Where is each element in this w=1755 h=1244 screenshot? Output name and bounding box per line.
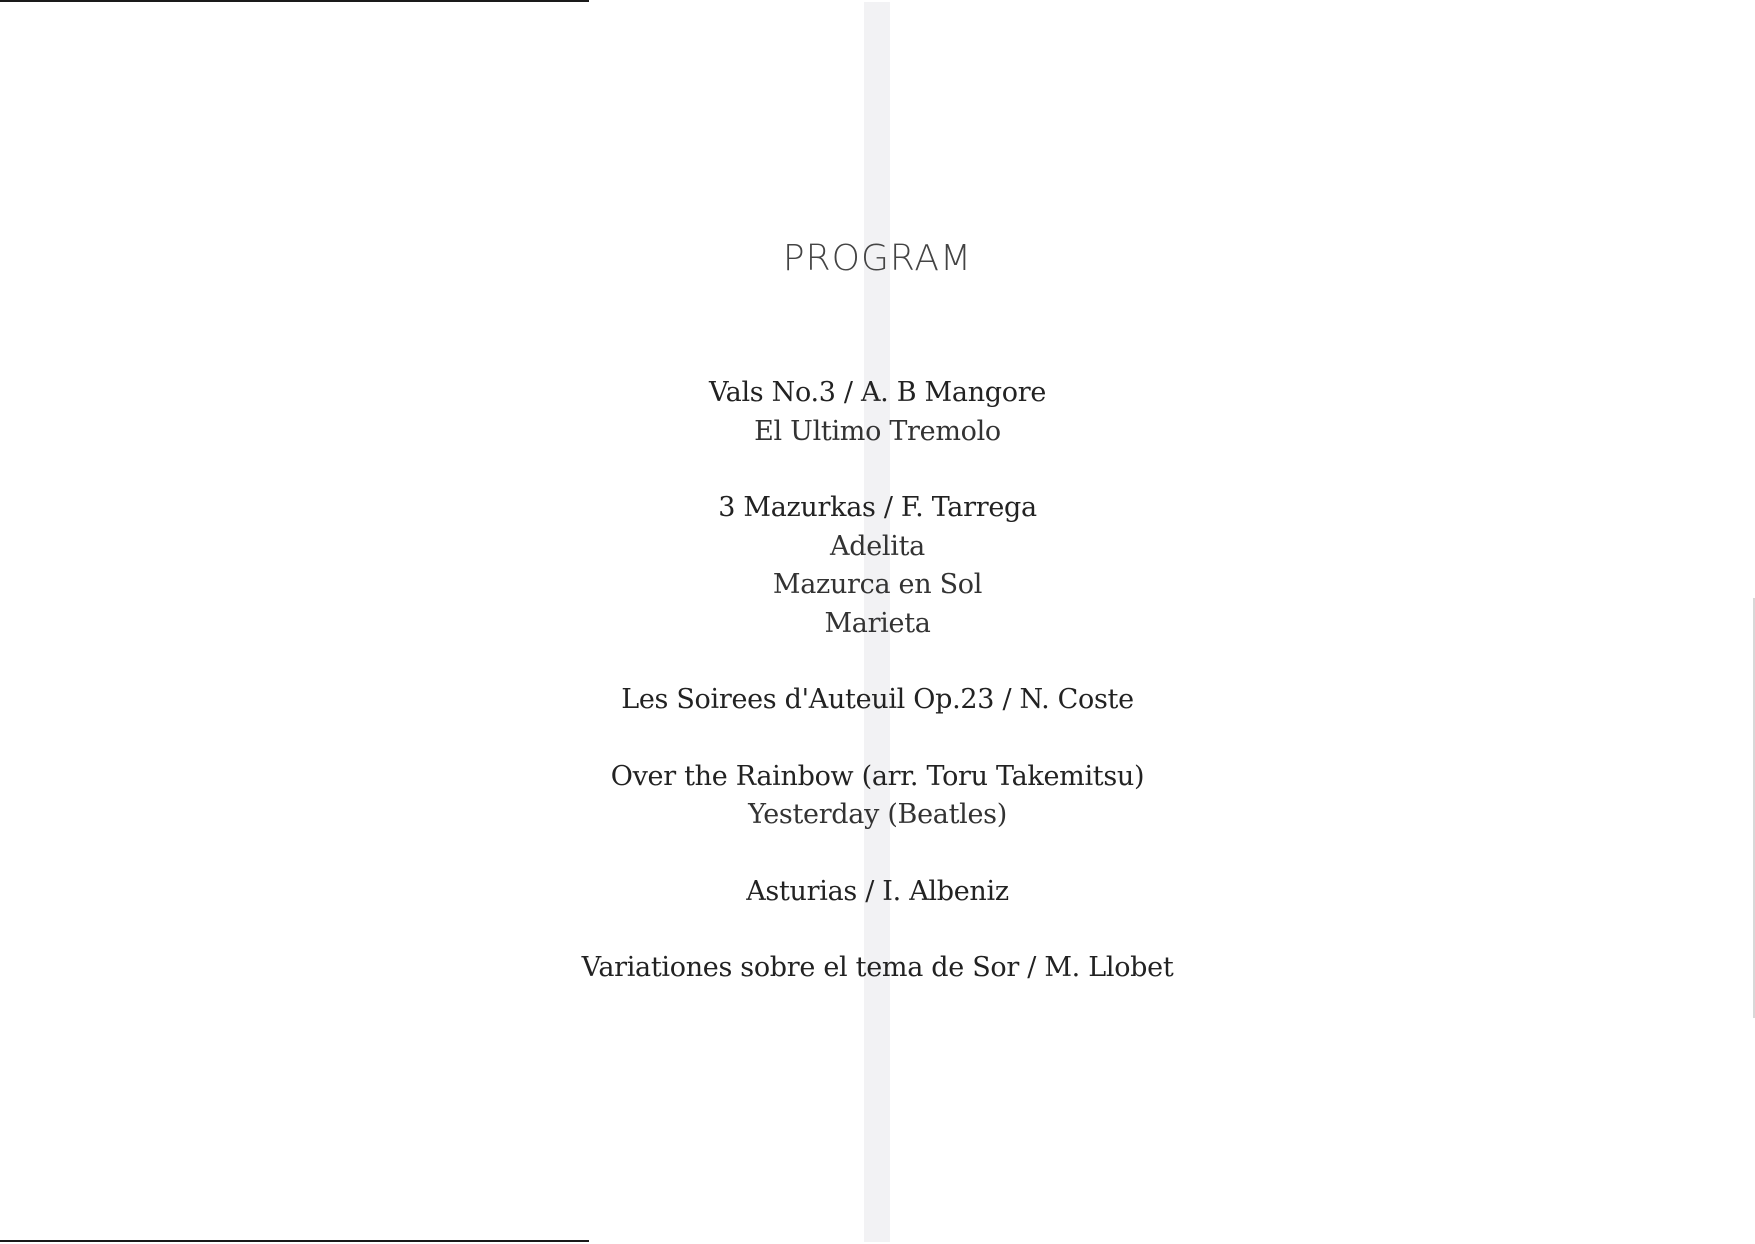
program-piece: Yesterday (Beatles) (748, 799, 1007, 830)
program-piece: Mazurca en Sol (772, 569, 983, 600)
program-piece: Adelita (830, 530, 925, 562)
program-piece: El Ultimo Tremolo (754, 415, 1001, 447)
program-piece: 3 Mazurkas / F. Tarrega (718, 492, 1037, 523)
program-item (0, 489, 1755, 643)
program-piece: Les Soirees d'Auteuil Op.23 / N. Coste (621, 684, 1134, 715)
program-item (0, 873, 1755, 912)
program-item (0, 374, 1755, 451)
program-piece: Vals No.3 / A. B Mangore (708, 377, 1047, 408)
page-title: PROGRAM (782, 238, 973, 279)
program-piece: Variationes sobre el tema de Sor / M. Llobet (581, 952, 1174, 983)
program-item (0, 949, 1755, 988)
program-item (0, 758, 1755, 835)
program-piece: Asturias / I. Albeniz (746, 875, 1009, 907)
bottom-rule (0, 1240, 589, 1242)
program-piece: Marieta (824, 607, 931, 639)
program-piece: Over the Rainbow (arr. Toru Takemitsu) (610, 760, 1145, 792)
program-list (0, 374, 1755, 1026)
top-rule (0, 0, 589, 2)
program-item (0, 681, 1755, 720)
